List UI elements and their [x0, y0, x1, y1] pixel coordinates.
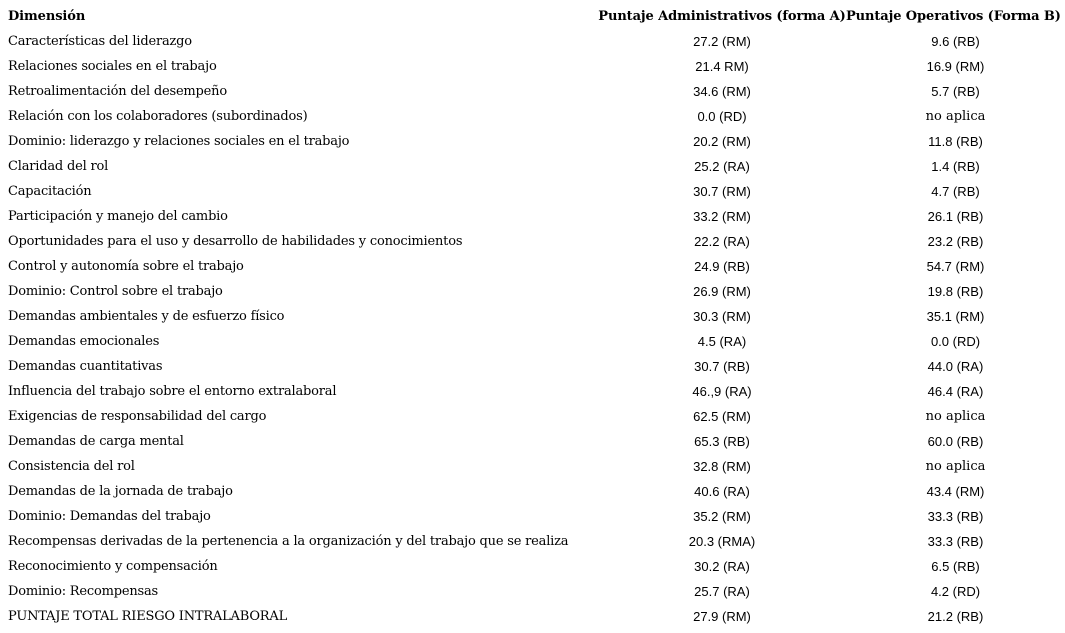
dimension-cell: Dominio: liderazgo y relaciones sociales en el trabajo — [8, 134, 350, 149]
table-row — [0, 504, 1065, 529]
table-row — [0, 104, 1065, 129]
score-a-cell: 20.3 (RMA) — [688, 534, 756, 549]
score-a-cell: 27.2 (RM) — [693, 34, 751, 49]
score-a-cell: 35.2 (RM) — [693, 509, 751, 524]
score-b-cell: 26.1 (RB) — [927, 209, 984, 224]
score-a-cell: 0.0 (RD) — [697, 109, 747, 124]
score-a-cell: 4.5 (RA) — [697, 334, 747, 349]
score-b-cell: 19.8 (RB) — [927, 284, 984, 299]
dimension-cell: Demandas de la jornada de trabajo — [8, 484, 233, 499]
table-row — [0, 79, 1065, 104]
dimension-cell: Control y autonomía sobre el trabajo — [8, 259, 244, 274]
header-dimension: Dimensión — [8, 9, 86, 24]
score-a-cell: 25.7 (RA) — [694, 584, 750, 599]
score-b-cell: 21.2 (RB) — [927, 609, 984, 624]
table-row — [0, 579, 1065, 604]
score-b-cell: 54.7 (RM) — [926, 259, 985, 274]
dimension-cell: Recompensas derivadas de la pertenencia a la organización y del trabajo que se realiza — [8, 534, 569, 549]
score-a-cell: 30.3 (RM) — [693, 309, 751, 324]
risk-scores-table — [0, 4, 1065, 629]
table-row — [0, 554, 1065, 579]
score-b-cell: 4.2 (RD) — [930, 584, 981, 599]
score-b-cell: no aplica — [925, 459, 986, 474]
table-row — [0, 379, 1065, 404]
table-row — [0, 129, 1065, 154]
dimension-cell: PUNTAJE TOTAL RIESGO INTRALABORAL — [8, 609, 288, 624]
table-row — [0, 254, 1065, 279]
score-a-cell: 32.8 (RM) — [693, 459, 751, 474]
header-score-b: Puntaje Operativos (Forma B) — [846, 9, 1061, 24]
score-a-cell: 65.3 (RB) — [694, 434, 750, 449]
score-b-cell: 9.6 (RB) — [931, 34, 980, 49]
score-a-cell: 20.2 (RM) — [693, 134, 751, 149]
score-a-cell: 34.6 (RM) — [693, 84, 751, 99]
score-a-cell: 22.2 (RA) — [694, 234, 750, 249]
header-score-a: Puntaje Administrativos (forma A) — [598, 9, 846, 24]
score-a-cell: 27.9 (RM) — [693, 609, 751, 624]
score-b-cell: 5.7 (RB) — [931, 84, 980, 99]
score-a-cell: 25.2 (RA) — [694, 159, 750, 174]
dimension-cell: Oportunidades para el uso y desarrollo de habilidades y conocimientos — [8, 234, 463, 249]
dimension-cell: Demandas ambientales y de esfuerzo físico — [8, 309, 285, 324]
dimension-cell: Participación y manejo del cambio — [8, 209, 228, 224]
score-a-cell: 30.7 (RM) — [693, 184, 751, 199]
score-a-cell: 33.2 (RM) — [693, 209, 751, 224]
dimension-cell: Demandas de carga mental — [8, 434, 184, 449]
table-row — [0, 154, 1065, 179]
table-row — [0, 304, 1065, 329]
score-b-cell: 46.4 (RA) — [927, 384, 984, 399]
dimension-cell: Dominio: Recompensas — [8, 584, 159, 599]
score-a-cell: 30.2 (RA) — [694, 559, 750, 574]
table-row — [0, 404, 1065, 429]
dimension-cell: Relación con los colaboradores (subordinados) — [8, 109, 308, 124]
score-b-cell: no aplica — [925, 109, 986, 124]
dimension-cell: Características del liderazgo — [8, 34, 192, 49]
score-b-cell: 60.0 (RB) — [927, 434, 984, 449]
table-row — [0, 179, 1065, 204]
score-b-cell: 43.4 (RM) — [926, 484, 985, 499]
score-b-cell: 6.5 (RB) — [931, 559, 980, 574]
dimension-cell: Reconocimiento y compensación — [8, 559, 218, 574]
score-b-cell: 33.3 (RB) — [927, 509, 984, 524]
table-row — [0, 329, 1065, 354]
dimension-cell: Claridad del rol — [8, 159, 109, 174]
header-row — [0, 4, 1065, 29]
score-b-cell: 4.7 (RB) — [931, 184, 980, 199]
score-b-cell: 0.0 (RD) — [930, 334, 981, 349]
score-b-cell: 23.2 (RB) — [927, 234, 984, 249]
score-b-cell: 35.1 (RM) — [926, 309, 985, 324]
table-row — [0, 604, 1065, 629]
table-row — [0, 429, 1065, 454]
score-a-cell: 62.5 (RM) — [693, 409, 751, 424]
dimension-cell: Consistencia del rol — [8, 459, 135, 474]
score-b-cell: 1.4 (RB) — [931, 159, 980, 174]
table-row — [0, 29, 1065, 54]
score-a-cell: 21.4 RM) — [695, 59, 749, 74]
table-row — [0, 229, 1065, 254]
score-a-cell: 26.9 (RM) — [693, 284, 751, 299]
table-row — [0, 479, 1065, 504]
dimension-cell: Relaciones sociales en el trabajo — [8, 59, 217, 74]
dimension-cell: Demandas cuantitativas — [8, 359, 163, 374]
table-row — [0, 204, 1065, 229]
score-a-cell: 40.6 (RA) — [694, 484, 750, 499]
table-row — [0, 54, 1065, 79]
score-b-cell: 33.3 (RB) — [927, 534, 984, 549]
score-b-cell: 44.0 (RA) — [927, 359, 984, 374]
table-row — [0, 529, 1065, 554]
dimension-cell: Capacitación — [8, 184, 92, 199]
table-row — [0, 454, 1065, 479]
table-row — [0, 354, 1065, 379]
table-row — [0, 279, 1065, 304]
score-a-cell: 30.7 (RB) — [694, 359, 750, 374]
dimension-cell: Retroalimentación del desempeño — [8, 84, 227, 99]
score-a-cell: 46.,9 (RA) — [692, 384, 752, 399]
dimension-cell: Influencia del trabajo sobre el entorno extralaboral — [8, 384, 337, 399]
score-b-cell: no aplica — [925, 409, 986, 424]
score-b-cell: 11.8 (RB) — [928, 134, 983, 149]
score-a-cell: 24.9 (RB) — [694, 259, 750, 274]
dimension-cell: Dominio: Demandas del trabajo — [8, 509, 211, 524]
dimension-cell: Exigencias de responsabilidad del cargo — [8, 409, 267, 424]
dimension-cell: Demandas emocionales — [8, 334, 160, 349]
score-b-cell: 16.9 (RM) — [926, 59, 985, 74]
dimension-cell: Dominio: Control sobre el trabajo — [8, 284, 223, 299]
